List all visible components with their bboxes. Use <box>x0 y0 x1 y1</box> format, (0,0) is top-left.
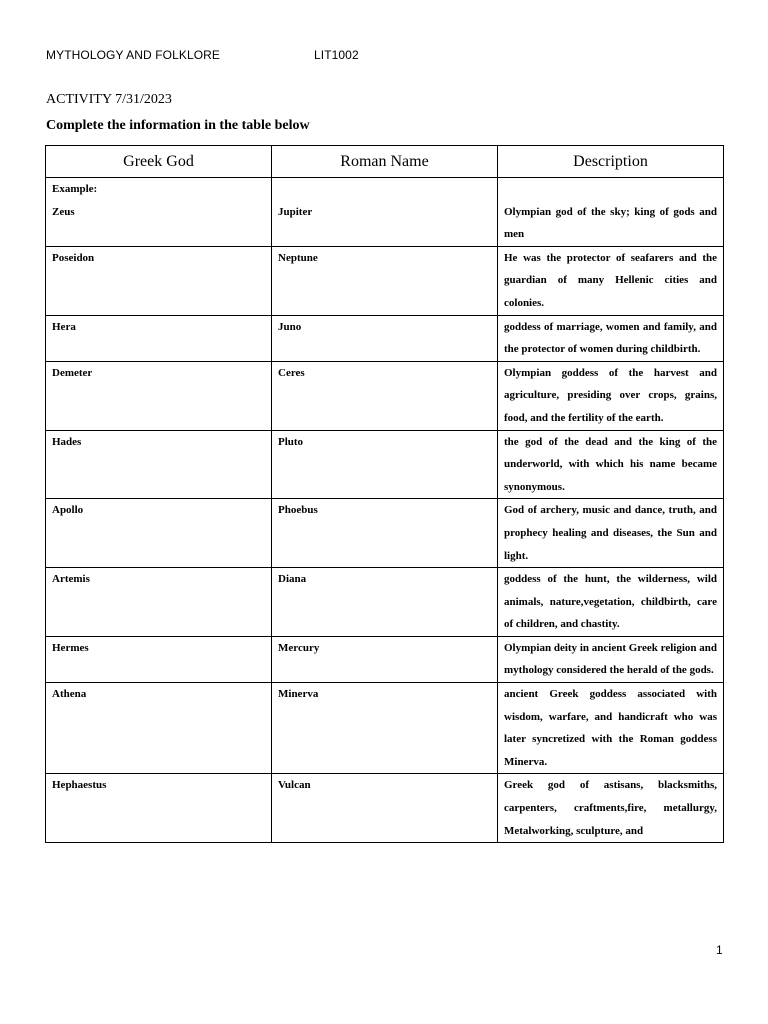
column-header-description: Description <box>498 146 724 178</box>
greek-god-cell: Poseidon <box>46 246 272 315</box>
column-header-roman-name: Roman Name <box>272 146 498 178</box>
description-cell: He was the protector of seafarers and the guardian of many Hellenic cities and colonies. <box>498 246 724 315</box>
roman-name-cell <box>272 178 498 247</box>
description-cell: goddess of marriage, women and family, and the protector of women during childbirth. <box>498 315 724 361</box>
greek-god-cell: Hephaestus <box>46 774 272 843</box>
column-header-greek-god: Greek God <box>46 146 272 178</box>
roman-name: Jupiter <box>278 205 313 218</box>
example-label: Example: <box>52 183 98 195</box>
page-header <box>46 48 359 62</box>
instructions-text: Complete the information in the table below <box>46 118 310 133</box>
table-header-row <box>46 146 724 178</box>
activity-heading: ACTIVITY 7/31/2023 <box>46 92 172 107</box>
greek-god-cell: Apollo <box>46 499 272 568</box>
greek-god-cell: Demeter <box>46 361 272 430</box>
gods-table <box>45 145 724 843</box>
roman-name-cell: Juno <box>272 315 498 361</box>
description-cell: God of archery, music and dance, truth, and prophecy healing and diseases, the Sun and light. <box>498 499 724 568</box>
table-row <box>46 315 724 361</box>
course-code: LIT1002 <box>314 48 359 62</box>
page-number: 1 <box>716 943 723 957</box>
greek-god-cell: Hermes <box>46 636 272 682</box>
table-row <box>46 361 724 430</box>
table-row <box>46 774 724 843</box>
table-row <box>46 683 724 774</box>
table-row <box>46 246 724 315</box>
greek-god-cell <box>46 178 272 247</box>
roman-name-cell: Ceres <box>272 361 498 430</box>
table-row <box>46 499 724 568</box>
roman-name-cell: Minerva <box>272 683 498 774</box>
greek-god-cell: Hera <box>46 315 272 361</box>
roman-name-cell: Vulcan <box>272 774 498 843</box>
description-cell <box>498 178 724 247</box>
roman-name-cell: Mercury <box>272 636 498 682</box>
greek-god-cell: Hades <box>46 430 272 499</box>
roman-name-cell: Diana <box>272 568 498 637</box>
greek-god-cell: Artemis <box>46 568 272 637</box>
roman-name-cell: Phoebus <box>272 499 498 568</box>
description-cell: Olympian deity in ancient Greek religion and mythology considered the herald of the gods. <box>498 636 724 682</box>
greek-god-cell: Athena <box>46 683 272 774</box>
table-row <box>46 430 724 499</box>
greek-god-name: Zeus <box>52 205 75 218</box>
table-row <box>46 178 724 247</box>
roman-name-cell: Neptune <box>272 246 498 315</box>
description-cell: Olympian goddess of the harvest and agriculture, presiding over crops, grains, food, and the fertility of the earth. <box>498 361 724 430</box>
description-text: Olympian god of the sky; king of gods and men <box>504 205 717 241</box>
description-cell: goddess of the hunt, the wilderness, wild animals, nature,vegetation, childbirth, care of children, and chastity. <box>498 568 724 637</box>
table-row <box>46 568 724 637</box>
description-cell: the god of the dead and the king of the underworld, with which his name became synonymous. <box>498 430 724 499</box>
description-cell: ancient Greek goddess associated with wisdom, warfare, and handicraft who was later syncretized with the Roman goddess Minerva. <box>498 683 724 774</box>
roman-name-cell: Pluto <box>272 430 498 499</box>
course-title: MYTHOLOGY AND FOLKLORE <box>46 48 221 62</box>
table-row <box>46 636 724 682</box>
description-cell: Greek god of astisans, blacksmiths, carpenters, craftments,fire, metallurgy, Metalworking, sculpture, and <box>498 774 724 843</box>
